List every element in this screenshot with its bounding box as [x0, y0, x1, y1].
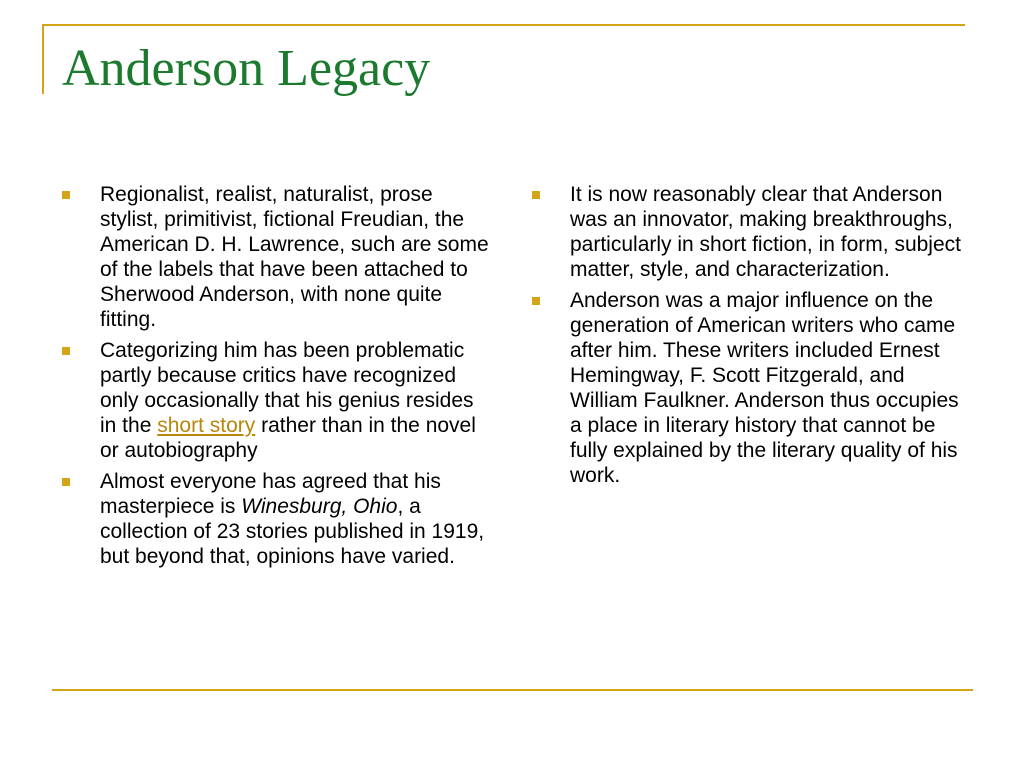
left-accent-rule — [42, 24, 44, 94]
square-bullet-icon — [62, 191, 70, 199]
bullet-item — [62, 338, 494, 463]
bullet-item — [532, 288, 972, 488]
square-bullet-icon — [532, 297, 540, 305]
bullet-text: Regionalist, realist, naturalist, prose stylist, primitivist, fictional Freudian, the American D. H. Lawrence, such are some of the labels that have been attached to Sherwood Anderson, with none quite fitting. — [100, 183, 489, 331]
bullet-text: Anderson was a major influence on the generation of American writers who came after him. These writers included Ernest Hemingway, F. Scott Fitzgerald, and William Faulkner. Anderson thus occupies a place in literary history that cannot be fully explained by the literary quality of his work. — [570, 289, 959, 487]
left-bullet-list — [62, 182, 494, 575]
bullet-item — [62, 469, 494, 569]
bullet-text-before-link: Categorizing him has been problematic partly because critics have recognized only occasionally that his genius resides in the — [100, 339, 474, 437]
slide-title: Anderson Legacy — [62, 40, 431, 97]
square-bullet-icon — [62, 478, 70, 486]
short-story-link[interactable]: short story — [157, 414, 256, 437]
top-accent-rule — [42, 24, 965, 26]
square-bullet-icon — [62, 347, 70, 355]
bullet-text: It is now reasonably clear that Anderson was an innovator, making breakthroughs, particularly in short fiction, in form, subject matter, style, and characterization. — [570, 183, 961, 281]
right-bullet-list — [532, 182, 972, 494]
bullet-text-after-title: , a collection of 23 stories published in 1919, but beyond that, opinions have varied. — [100, 495, 485, 568]
bullet-text-before-title: Almost everyone has agreed that his masterpiece is — [100, 470, 441, 518]
bullet-text-after-link: rather than in the novel or autobiography — [100, 414, 476, 462]
bullet-item — [62, 182, 494, 332]
bullet-item — [532, 182, 972, 282]
bottom-accent-rule — [52, 689, 973, 691]
square-bullet-icon — [532, 191, 540, 199]
book-title: Winesburg, Ohio — [241, 495, 398, 518]
